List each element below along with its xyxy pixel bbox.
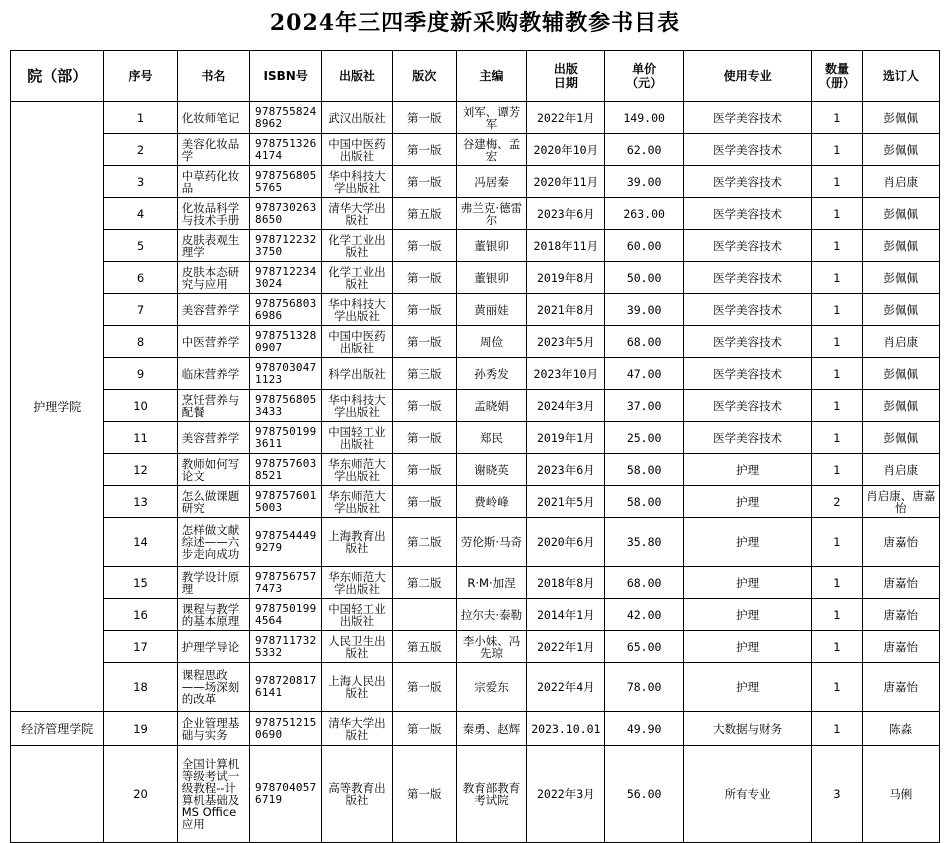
cell-name: 教师如何写论文 (177, 454, 249, 486)
cell-name: 皮肤表观生理学 (177, 230, 249, 262)
table-row (11, 746, 940, 843)
cell-editor: 黄丽娃 (456, 294, 526, 326)
cell-date: 2019年1月 (527, 422, 605, 454)
cell-name: 美容化妆品学 (177, 134, 249, 166)
table-row (11, 567, 940, 599)
page-title: 2024年三四季度新采购教辅教参书目表 (269, 10, 681, 36)
col-header-price: 单价 （元） (605, 51, 683, 102)
cell-dept (11, 746, 104, 843)
table-row (11, 518, 940, 567)
cell-publisher: 科学出版社 (322, 358, 392, 390)
cell-major: 护理 (683, 663, 812, 712)
cell-editor: R·M·加涅 (456, 567, 526, 599)
cell-major: 医学美容技术 (683, 326, 812, 358)
cell-publisher: 中国轻工业出版社 (322, 599, 392, 631)
table-row (11, 631, 940, 663)
cell-qty: 1 (812, 422, 862, 454)
cell-publisher: 清华大学出版社 (322, 712, 392, 746)
cell-date: 2020年6月 (527, 518, 605, 567)
cell-qty: 1 (812, 599, 862, 631)
cell-name: 全国计算机等级考试一级教程--计算机基础及MS Office应用 (177, 746, 249, 843)
cell-isbn: 9787512150690 (250, 712, 322, 746)
table-row (11, 599, 940, 631)
cell-editor: 刘军、谭芳军 (456, 102, 526, 134)
cell-name: 企业管理基础与实务 (177, 712, 249, 746)
cell-editor: 孟晓娟 (456, 390, 526, 422)
cell-price: 65.00 (605, 631, 683, 663)
cell-major: 医学美容技术 (683, 294, 812, 326)
cell-edition: 第五版 (392, 198, 456, 230)
cell-name: 中草药化妆品 (177, 166, 249, 198)
table-row (11, 102, 940, 134)
cell-editor: 拉尔夫·泰勒 (456, 599, 526, 631)
cell-major: 医学美容技术 (683, 166, 812, 198)
cell-editor: 弗兰克·德雷尔 (456, 198, 526, 230)
cell-edition: 第一版 (392, 230, 456, 262)
cell-isbn: 9787568055765 (250, 166, 322, 198)
cell-edition: 第一版 (392, 294, 456, 326)
cell-qty: 1 (812, 518, 862, 567)
col-header-major: 使用专业 (683, 51, 812, 102)
cell-no: 14 (104, 518, 177, 567)
cell-edition: 第一版 (392, 262, 456, 294)
col-header-name: 书名 (177, 51, 249, 102)
cell-orderer: 彭佩佩 (862, 198, 939, 230)
cell-orderer: 肖启康 (862, 326, 939, 358)
cell-qty: 1 (812, 166, 862, 198)
cell-name: 美容营养学 (177, 294, 249, 326)
cell-editor: 宗爱东 (456, 663, 526, 712)
cell-edition: 第一版 (392, 102, 456, 134)
cell-isbn: 9787030471123 (250, 358, 322, 390)
cell-major: 医学美容技术 (683, 262, 812, 294)
cell-qty: 1 (812, 294, 862, 326)
cell-price: 39.00 (605, 166, 683, 198)
cell-edition: 第二版 (392, 518, 456, 567)
cell-editor: 周俭 (456, 326, 526, 358)
table-row (11, 166, 940, 198)
cell-publisher: 化学工业出版社 (322, 230, 392, 262)
cell-isbn: 9787576015003 (250, 486, 322, 518)
cell-price: 58.00 (605, 454, 683, 486)
cell-date: 2018年8月 (527, 567, 605, 599)
cell-price: 50.00 (605, 262, 683, 294)
cell-qty: 1 (812, 102, 862, 134)
cell-orderer: 唐嘉怡 (862, 663, 939, 712)
cell-edition: 第一版 (392, 326, 456, 358)
cell-publisher: 武汉出版社 (322, 102, 392, 134)
cell-qty: 1 (812, 567, 862, 599)
cell-name: 护理学导论 (177, 631, 249, 663)
cell-isbn: 9787501993611 (250, 422, 322, 454)
cell-editor: 谢晓英 (456, 454, 526, 486)
cell-price: 49.90 (605, 712, 683, 746)
col-header-date: 出版 日期 (527, 51, 605, 102)
cell-publisher: 华东师范大学出版社 (322, 486, 392, 518)
cell-name: 美容营养学 (177, 422, 249, 454)
cell-price: 60.00 (605, 230, 683, 262)
cell-no: 6 (104, 262, 177, 294)
cell-major: 大数据与财务 (683, 712, 812, 746)
col-header-edition: 版次 (392, 51, 456, 102)
table-row (11, 134, 940, 166)
cell-editor: 冯居秦 (456, 166, 526, 198)
table-row (11, 358, 940, 390)
cell-qty: 1 (812, 326, 862, 358)
cell-orderer: 马俐 (862, 746, 939, 843)
cell-price: 25.00 (605, 422, 683, 454)
cell-price: 68.00 (605, 567, 683, 599)
cell-name: 化妆师笔记 (177, 102, 249, 134)
table-row (11, 486, 940, 518)
cell-orderer: 彭佩佩 (862, 390, 939, 422)
cell-edition: 第一版 (392, 166, 456, 198)
cell-editor: 孙秀发 (456, 358, 526, 390)
cell-major: 护理 (683, 454, 812, 486)
cell-price: 39.00 (605, 294, 683, 326)
cell-publisher: 华东师范大学出版社 (322, 567, 392, 599)
cell-price: 62.00 (605, 134, 683, 166)
cell-isbn: 9787558248962 (250, 102, 322, 134)
cell-major: 医学美容技术 (683, 358, 812, 390)
cell-price: 68.00 (605, 326, 683, 358)
cell-isbn: 9787568036986 (250, 294, 322, 326)
cell-orderer: 唐嘉怡 (862, 631, 939, 663)
cell-no: 15 (104, 567, 177, 599)
cell-date: 2021年5月 (527, 486, 605, 518)
cell-no: 7 (104, 294, 177, 326)
cell-publisher: 化学工业出版社 (322, 262, 392, 294)
table-row (11, 422, 940, 454)
cell-orderer: 肖启康、唐嘉怡 (862, 486, 939, 518)
cell-editor: 谷建梅、孟宏 (456, 134, 526, 166)
cell-qty: 1 (812, 390, 862, 422)
cell-isbn: 9787513264174 (250, 134, 322, 166)
cell-price: 149.00 (605, 102, 683, 134)
cell-no: 11 (104, 422, 177, 454)
cell-publisher: 中国中医药出版社 (322, 134, 392, 166)
col-header-dept: 院（部） (11, 51, 104, 102)
table-body (11, 102, 940, 843)
cell-orderer: 彭佩佩 (862, 230, 939, 262)
cell-name: 烹饪营养与配餐 (177, 390, 249, 422)
cell-orderer: 唐嘉怡 (862, 599, 939, 631)
cell-orderer: 彭佩佩 (862, 102, 939, 134)
cell-price: 56.00 (605, 746, 683, 843)
cell-isbn: 9787208176141 (250, 663, 322, 712)
cell-no: 17 (104, 631, 177, 663)
cell-date: 2023年10月 (527, 358, 605, 390)
cell-price: 78.00 (605, 663, 683, 712)
cell-isbn: 9787576038521 (250, 454, 322, 486)
cell-qty: 1 (812, 712, 862, 746)
cell-edition: 第一版 (392, 746, 456, 843)
cell-price: 47.00 (605, 358, 683, 390)
cell-edition: 第一版 (392, 454, 456, 486)
cell-orderer: 肖启康 (862, 454, 939, 486)
cell-qty: 1 (812, 631, 862, 663)
cell-major: 医学美容技术 (683, 390, 812, 422)
cell-no: 10 (104, 390, 177, 422)
col-header-orderer: 选订人 (862, 51, 939, 102)
cell-orderer: 彭佩佩 (862, 358, 939, 390)
cell-price: 35.80 (605, 518, 683, 567)
cell-name: 化妆品科学与技术手册 (177, 198, 249, 230)
header-row (11, 51, 940, 102)
cell-orderer: 唐嘉怡 (862, 518, 939, 567)
table-row (11, 294, 940, 326)
cell-edition: 第二版 (392, 567, 456, 599)
cell-price: 42.00 (605, 599, 683, 631)
cell-date: 2022年1月 (527, 631, 605, 663)
col-header-isbn: ISBN号 (250, 51, 322, 102)
cell-major: 所有专业 (683, 746, 812, 843)
cell-major: 护理 (683, 567, 812, 599)
cell-qty: 1 (812, 134, 862, 166)
cell-orderer: 唐嘉怡 (862, 567, 939, 599)
cell-edition: 第一版 (392, 134, 456, 166)
table-row (11, 230, 940, 262)
cell-date: 2023年6月 (527, 454, 605, 486)
cell-no: 19 (104, 712, 177, 746)
cell-major: 护理 (683, 486, 812, 518)
cell-major: 医学美容技术 (683, 230, 812, 262)
book-list-table (10, 50, 940, 843)
cell-isbn: 9787302638650 (250, 198, 322, 230)
cell-name: 课程思政——场深刻的改革 (177, 663, 249, 712)
cell-orderer: 肖启康 (862, 166, 939, 198)
cell-date: 2019年8月 (527, 262, 605, 294)
cell-date: 2022年1月 (527, 102, 605, 134)
cell-qty: 2 (812, 486, 862, 518)
table-row (11, 326, 940, 358)
cell-no: 5 (104, 230, 177, 262)
cell-publisher: 华中科技大学出版社 (322, 166, 392, 198)
cell-no: 18 (104, 663, 177, 712)
cell-publisher: 中国轻工业出版社 (322, 422, 392, 454)
cell-editor: 董银卯 (456, 262, 526, 294)
cell-no: 2 (104, 134, 177, 166)
cell-date: 2014年1月 (527, 599, 605, 631)
cell-date: 2023.10.01 (527, 712, 605, 746)
cell-major: 医学美容技术 (683, 422, 812, 454)
cell-edition (392, 599, 456, 631)
cell-editor: 董银卯 (456, 230, 526, 262)
table-row (11, 262, 940, 294)
cell-isbn: 9787117325332 (250, 631, 322, 663)
cell-editor: 费岭峰 (456, 486, 526, 518)
cell-publisher: 清华大学出版社 (322, 198, 392, 230)
cell-qty: 1 (812, 454, 862, 486)
cell-date: 2022年4月 (527, 663, 605, 712)
cell-no: 9 (104, 358, 177, 390)
cell-isbn: 9787568053433 (250, 390, 322, 422)
cell-isbn: 9787040576719 (250, 746, 322, 843)
cell-date: 2020年11月 (527, 166, 605, 198)
cell-qty: 3 (812, 746, 862, 843)
cell-qty: 1 (812, 262, 862, 294)
cell-no: 1 (104, 102, 177, 134)
cell-isbn: 9787513280907 (250, 326, 322, 358)
cell-major: 医学美容技术 (683, 102, 812, 134)
cell-major: 护理 (683, 518, 812, 567)
col-header-qty: 数量 （册） (812, 51, 862, 102)
cell-name: 皮肤本态研究与应用 (177, 262, 249, 294)
cell-editor: 秦勇、赵辉 (456, 712, 526, 746)
cell-qty: 1 (812, 230, 862, 262)
cell-orderer: 彭佩佩 (862, 262, 939, 294)
table-row (11, 390, 940, 422)
col-header-no: 序号 (104, 51, 177, 102)
cell-no: 4 (104, 198, 177, 230)
cell-edition: 第一版 (392, 486, 456, 518)
cell-qty: 1 (812, 663, 862, 712)
cell-price: 58.00 (605, 486, 683, 518)
cell-publisher: 上海人民出版社 (322, 663, 392, 712)
cell-qty: 1 (812, 358, 862, 390)
cell-isbn: 9787122323750 (250, 230, 322, 262)
cell-edition: 第一版 (392, 712, 456, 746)
cell-date: 2021年8月 (527, 294, 605, 326)
cell-publisher: 人民卫生出版社 (322, 631, 392, 663)
cell-date: 2020年10月 (527, 134, 605, 166)
cell-editor: 教育部教育考试院 (456, 746, 526, 843)
cell-dept: 护理学院 (11, 102, 104, 712)
cell-price: 263.00 (605, 198, 683, 230)
cell-editor: 李小妹、冯先琼 (456, 631, 526, 663)
table-row (11, 663, 940, 712)
cell-major: 医学美容技术 (683, 198, 812, 230)
cell-date: 2023年5月 (527, 326, 605, 358)
cell-price: 37.00 (605, 390, 683, 422)
cell-edition: 第一版 (392, 422, 456, 454)
cell-date: 2018年11月 (527, 230, 605, 262)
cell-orderer: 彭佩佩 (862, 422, 939, 454)
cell-date: 2023年6月 (527, 198, 605, 230)
cell-isbn: 9787544499279 (250, 518, 322, 567)
table-row (11, 712, 940, 746)
cell-no: 3 (104, 166, 177, 198)
cell-no: 16 (104, 599, 177, 631)
cell-name: 怎样做文献综述——六步走向成功 (177, 518, 249, 567)
cell-qty: 1 (812, 198, 862, 230)
cell-edition: 第一版 (392, 390, 456, 422)
cell-orderer: 彭佩佩 (862, 134, 939, 166)
cell-major: 护理 (683, 631, 812, 663)
cell-editor: 劳伦斯·马奇 (456, 518, 526, 567)
cell-orderer: 陈淼 (862, 712, 939, 746)
cell-no: 12 (104, 454, 177, 486)
cell-publisher: 高等教育出版社 (322, 746, 392, 843)
cell-no: 13 (104, 486, 177, 518)
cell-publisher: 华东师范大学出版社 (322, 454, 392, 486)
cell-no: 8 (104, 326, 177, 358)
col-header-publisher: 出版社 (322, 51, 392, 102)
cell-orderer: 彭佩佩 (862, 294, 939, 326)
cell-publisher: 华中科技大学出版社 (322, 390, 392, 422)
cell-editor: 郑民 (456, 422, 526, 454)
cell-major: 医学美容技术 (683, 134, 812, 166)
cell-name: 课程与教学的基本原理 (177, 599, 249, 631)
cell-name: 教学设计原理 (177, 567, 249, 599)
cell-no: 20 (104, 746, 177, 843)
cell-isbn: 9787501994564 (250, 599, 322, 631)
cell-date: 2024年3月 (527, 390, 605, 422)
table-row (11, 198, 940, 230)
cell-major: 护理 (683, 599, 812, 631)
cell-dept: 经济管理学院 (11, 712, 104, 746)
cell-name: 中医营养学 (177, 326, 249, 358)
cell-edition: 第一版 (392, 663, 456, 712)
table-row (11, 454, 940, 486)
cell-edition: 第三版 (392, 358, 456, 390)
cell-name: 临床营养学 (177, 358, 249, 390)
cell-publisher: 华中科技大学出版社 (322, 294, 392, 326)
col-header-editor: 主编 (456, 51, 526, 102)
cell-isbn: 9787567577473 (250, 567, 322, 599)
cell-isbn: 9787122343024 (250, 262, 322, 294)
cell-name: 怎么做课题研究 (177, 486, 249, 518)
cell-date: 2022年3月 (527, 746, 605, 843)
cell-publisher: 上海教育出版社 (322, 518, 392, 567)
cell-publisher: 中国中医药出版社 (322, 326, 392, 358)
cell-edition: 第五版 (392, 631, 456, 663)
